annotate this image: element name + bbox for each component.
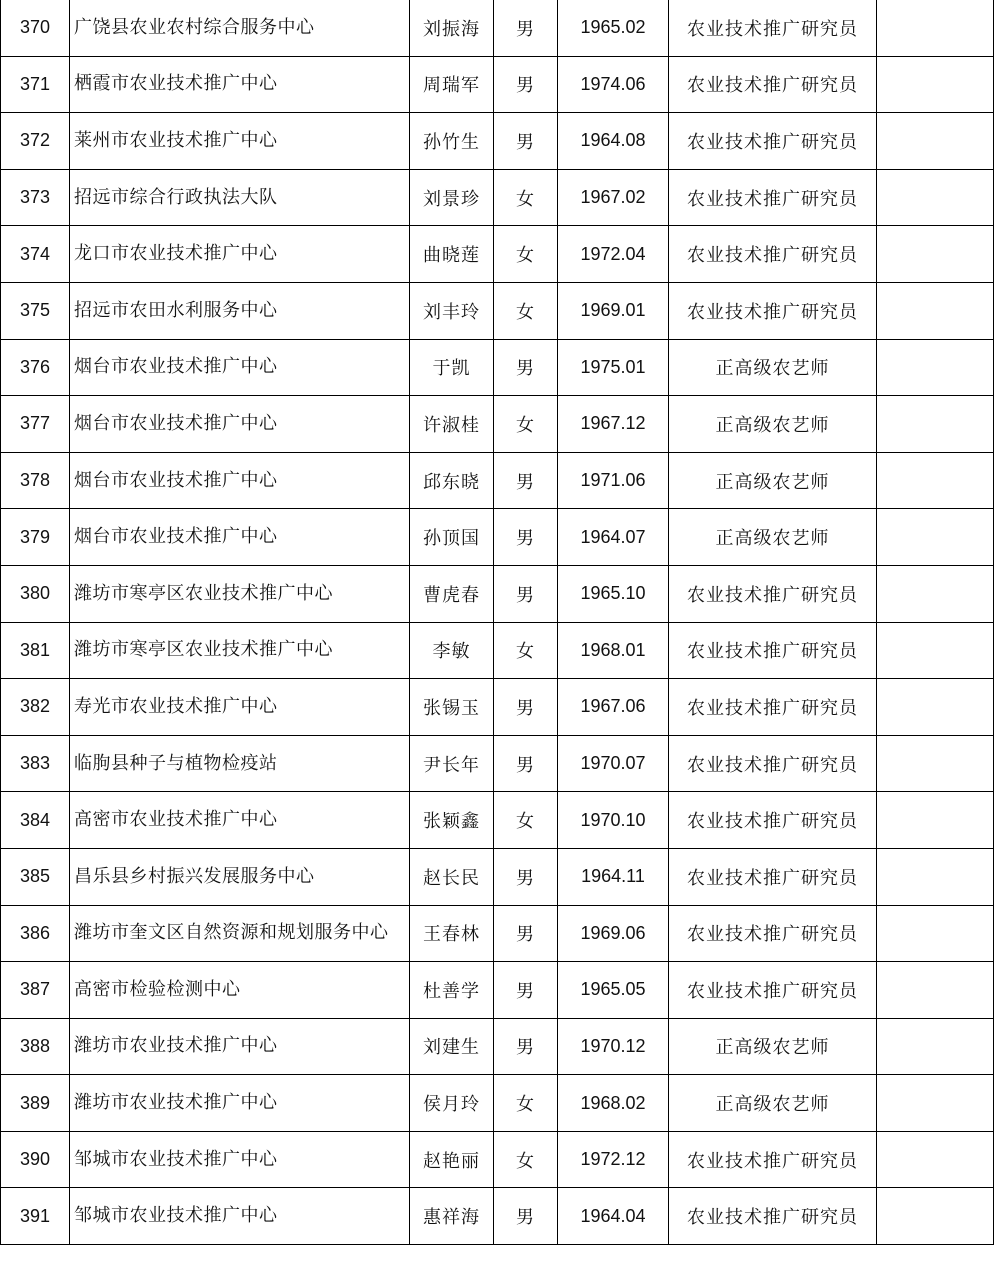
- work-unit-cell: 潍坊市奎文区自然资源和规划服务中心: [70, 905, 410, 962]
- person-name-cell: 侯月玲: [410, 1075, 494, 1132]
- work-unit-cell: 莱州市农业技术推广中心: [70, 113, 410, 170]
- gender-cell: 女: [494, 282, 558, 339]
- remarks-cell: [877, 905, 994, 962]
- work-unit-cell: 招远市农田水利服务中心: [70, 282, 410, 339]
- serial-number-cell: 381: [1, 622, 70, 679]
- remarks-cell: [877, 792, 994, 849]
- table-row: [1, 1188, 994, 1245]
- table-row: [1, 679, 994, 736]
- birth-date-cell: 1968.02: [558, 1075, 669, 1132]
- gender-cell: 男: [494, 339, 558, 396]
- gender-cell: 男: [494, 848, 558, 905]
- professional-title-cell: 正高级农艺师: [669, 1075, 877, 1132]
- birth-date-cell: 1970.12: [558, 1018, 669, 1075]
- remarks-cell: [877, 226, 994, 283]
- table-row: [1, 0, 994, 56]
- birth-date-cell: 1967.02: [558, 169, 669, 226]
- work-unit-cell: 高密市检验检测中心: [70, 962, 410, 1019]
- person-name-cell: 邱东晓: [410, 452, 494, 509]
- professional-title-cell: 农业技术推广研究员: [669, 56, 877, 113]
- table-row: [1, 905, 994, 962]
- remarks-cell: [877, 1018, 994, 1075]
- table-row: [1, 622, 994, 679]
- serial-number-cell: 371: [1, 56, 70, 113]
- remarks-cell: [877, 1188, 994, 1245]
- person-name-cell: 张颖鑫: [410, 792, 494, 849]
- serial-number-cell: 391: [1, 1188, 70, 1245]
- professional-title-cell: 农业技术推广研究员: [669, 848, 877, 905]
- table-row: [1, 848, 994, 905]
- remarks-cell: [877, 452, 994, 509]
- professional-title-cell: 正高级农艺师: [669, 1018, 877, 1075]
- work-unit-cell: 临朐县种子与植物检疫站: [70, 735, 410, 792]
- birth-date-cell: 1970.07: [558, 735, 669, 792]
- birth-date-cell: 1964.08: [558, 113, 669, 170]
- work-unit-cell: 潍坊市农业技术推广中心: [70, 1075, 410, 1132]
- gender-cell: 男: [494, 0, 558, 56]
- table-row: [1, 1131, 994, 1188]
- table-row: [1, 452, 994, 509]
- birth-date-cell: 1974.06: [558, 56, 669, 113]
- table-row: [1, 396, 994, 453]
- gender-cell: 男: [494, 452, 558, 509]
- person-name-cell: 刘景珍: [410, 169, 494, 226]
- serial-number-cell: 389: [1, 1075, 70, 1132]
- serial-number-cell: 382: [1, 679, 70, 736]
- gender-cell: 女: [494, 622, 558, 679]
- person-name-cell: 惠祥海: [410, 1188, 494, 1245]
- gender-cell: 男: [494, 962, 558, 1019]
- work-unit-cell: 龙口市农业技术推广中心: [70, 226, 410, 283]
- work-unit-cell: 潍坊市寒亭区农业技术推广中心: [70, 565, 410, 622]
- serial-number-cell: 384: [1, 792, 70, 849]
- serial-number-cell: 374: [1, 226, 70, 283]
- gender-cell: 女: [494, 169, 558, 226]
- remarks-cell: [877, 622, 994, 679]
- work-unit-cell: 潍坊市寒亭区农业技术推广中心: [70, 622, 410, 679]
- birth-date-cell: 1968.01: [558, 622, 669, 679]
- table-body: [1, 0, 994, 1245]
- person-name-cell: 刘建生: [410, 1018, 494, 1075]
- remarks-cell: [877, 509, 994, 566]
- person-name-cell: 张锡玉: [410, 679, 494, 736]
- birth-date-cell: 1969.01: [558, 282, 669, 339]
- remarks-cell: [877, 282, 994, 339]
- professional-title-cell: 农业技术推广研究员: [669, 113, 877, 170]
- professional-title-cell: 农业技术推广研究员: [669, 226, 877, 283]
- gender-cell: 女: [494, 396, 558, 453]
- serial-number-cell: 385: [1, 848, 70, 905]
- professional-title-cell: 农业技术推广研究员: [669, 565, 877, 622]
- serial-number-cell: 379: [1, 509, 70, 566]
- professional-title-cell: 正高级农艺师: [669, 509, 877, 566]
- person-name-cell: 孙竹生: [410, 113, 494, 170]
- birth-date-cell: 1964.11: [558, 848, 669, 905]
- remarks-cell: [877, 848, 994, 905]
- table-row: [1, 339, 994, 396]
- gender-cell: 女: [494, 226, 558, 283]
- remarks-cell: [877, 113, 994, 170]
- work-unit-cell: 招远市综合行政执法大队: [70, 169, 410, 226]
- gender-cell: 男: [494, 1018, 558, 1075]
- work-unit-cell: 寿光市农业技术推广中心: [70, 679, 410, 736]
- gender-cell: 女: [494, 1075, 558, 1132]
- table-row: [1, 962, 994, 1019]
- serial-number-cell: 373: [1, 169, 70, 226]
- work-unit-cell: 昌乐县乡村振兴发展服务中心: [70, 848, 410, 905]
- birth-date-cell: 1971.06: [558, 452, 669, 509]
- person-name-cell: 李敏: [410, 622, 494, 679]
- table-row: [1, 1075, 994, 1132]
- birth-date-cell: 1967.12: [558, 396, 669, 453]
- professional-title-cell: 农业技术推广研究员: [669, 0, 877, 56]
- birth-date-cell: 1969.06: [558, 905, 669, 962]
- birth-date-cell: 1970.10: [558, 792, 669, 849]
- remarks-cell: [877, 565, 994, 622]
- work-unit-cell: 烟台市农业技术推广中心: [70, 339, 410, 396]
- professional-title-cell: 农业技术推广研究员: [669, 1188, 877, 1245]
- table-row: [1, 792, 994, 849]
- person-name-cell: 于凯: [410, 339, 494, 396]
- birth-date-cell: 1965.10: [558, 565, 669, 622]
- professional-title-cell: 正高级农艺师: [669, 396, 877, 453]
- professional-title-cell: 农业技术推广研究员: [669, 792, 877, 849]
- gender-cell: 男: [494, 679, 558, 736]
- birth-date-cell: 1975.01: [558, 339, 669, 396]
- person-name-cell: 周瑞军: [410, 56, 494, 113]
- serial-number-cell: 378: [1, 452, 70, 509]
- professional-title-cell: 农业技术推广研究员: [669, 962, 877, 1019]
- remarks-cell: [877, 1075, 994, 1132]
- professional-title-cell: 正高级农艺师: [669, 339, 877, 396]
- birth-date-cell: 1965.02: [558, 0, 669, 56]
- table-row: [1, 56, 994, 113]
- remarks-cell: [877, 962, 994, 1019]
- gender-cell: 男: [494, 1188, 558, 1245]
- remarks-cell: [877, 169, 994, 226]
- table-row: [1, 282, 994, 339]
- person-name-cell: 尹长年: [410, 735, 494, 792]
- professional-title-cell: 农业技术推广研究员: [669, 282, 877, 339]
- table-row: [1, 169, 994, 226]
- serial-number-cell: 370: [1, 0, 70, 56]
- remarks-cell: [877, 339, 994, 396]
- person-name-cell: 曲晓莲: [410, 226, 494, 283]
- serial-number-cell: 372: [1, 113, 70, 170]
- work-unit-cell: 广饶县农业农村综合服务中心: [70, 0, 410, 56]
- work-unit-cell: 烟台市农业技术推广中心: [70, 452, 410, 509]
- work-unit-cell: 高密市农业技术推广中心: [70, 792, 410, 849]
- birth-date-cell: 1967.06: [558, 679, 669, 736]
- work-unit-cell: 烟台市农业技术推广中心: [70, 509, 410, 566]
- professional-title-cell: 正高级农艺师: [669, 452, 877, 509]
- work-unit-cell: 邹城市农业技术推广中心: [70, 1131, 410, 1188]
- remarks-cell: [877, 0, 994, 56]
- gender-cell: 男: [494, 735, 558, 792]
- table-row: [1, 226, 994, 283]
- professional-title-cell: 农业技术推广研究员: [669, 735, 877, 792]
- person-name-cell: 许淑桂: [410, 396, 494, 453]
- professional-title-cell: 农业技术推广研究员: [669, 1131, 877, 1188]
- birth-date-cell: 1965.05: [558, 962, 669, 1019]
- person-name-cell: 杜善学: [410, 962, 494, 1019]
- table-row: [1, 509, 994, 566]
- serial-number-cell: 383: [1, 735, 70, 792]
- work-unit-cell: 邹城市农业技术推广中心: [70, 1188, 410, 1245]
- person-name-cell: 刘振海: [410, 0, 494, 56]
- professional-title-cell: 农业技术推广研究员: [669, 679, 877, 736]
- table-row: [1, 1018, 994, 1075]
- serial-number-cell: 377: [1, 396, 70, 453]
- remarks-cell: [877, 56, 994, 113]
- person-name-cell: 王春林: [410, 905, 494, 962]
- table-row: [1, 113, 994, 170]
- professional-title-cell: 农业技术推广研究员: [669, 622, 877, 679]
- remarks-cell: [877, 679, 994, 736]
- remarks-cell: [877, 735, 994, 792]
- professional-title-cell: 农业技术推广研究员: [669, 169, 877, 226]
- gender-cell: 女: [494, 1131, 558, 1188]
- serial-number-cell: 386: [1, 905, 70, 962]
- remarks-cell: [877, 396, 994, 453]
- serial-number-cell: 387: [1, 962, 70, 1019]
- person-name-cell: 赵艳丽: [410, 1131, 494, 1188]
- serial-number-cell: 376: [1, 339, 70, 396]
- gender-cell: 男: [494, 56, 558, 113]
- serial-number-cell: 390: [1, 1131, 70, 1188]
- serial-number-cell: 388: [1, 1018, 70, 1075]
- gender-cell: 女: [494, 792, 558, 849]
- work-unit-cell: 烟台市农业技术推广中心: [70, 396, 410, 453]
- table-row: [1, 565, 994, 622]
- serial-number-cell: 380: [1, 565, 70, 622]
- person-name-cell: 刘丰玲: [410, 282, 494, 339]
- birth-date-cell: 1964.07: [558, 509, 669, 566]
- professional-title-cell: 农业技术推广研究员: [669, 905, 877, 962]
- work-unit-cell: 栖霞市农业技术推广中心: [70, 56, 410, 113]
- gender-cell: 男: [494, 565, 558, 622]
- gender-cell: 男: [494, 113, 558, 170]
- gender-cell: 男: [494, 905, 558, 962]
- person-name-cell: 赵长民: [410, 848, 494, 905]
- table-row: [1, 735, 994, 792]
- birth-date-cell: 1972.04: [558, 226, 669, 283]
- work-unit-cell: 潍坊市农业技术推广中心: [70, 1018, 410, 1075]
- remarks-cell: [877, 1131, 994, 1188]
- serial-number-cell: 375: [1, 282, 70, 339]
- birth-date-cell: 1964.04: [558, 1188, 669, 1245]
- person-name-cell: 孙顶国: [410, 509, 494, 566]
- person-name-cell: 曹虎春: [410, 565, 494, 622]
- gender-cell: 男: [494, 509, 558, 566]
- birth-date-cell: 1972.12: [558, 1131, 669, 1188]
